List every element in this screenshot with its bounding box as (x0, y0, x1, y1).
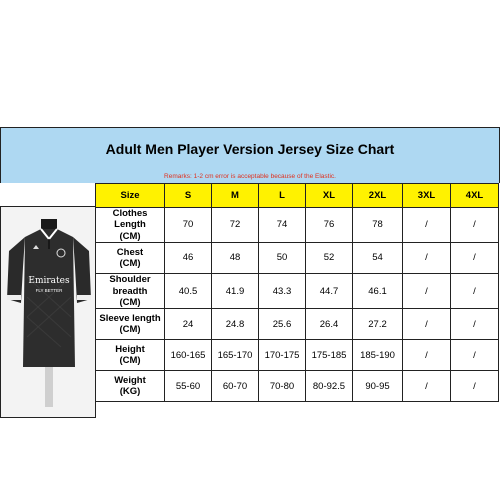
table-cell: 70 (165, 208, 212, 243)
table-row (96, 274, 499, 309)
table-cell: 44.7 (306, 274, 353, 309)
jersey-photo (0, 206, 96, 418)
table-cell: 90-95 (353, 371, 403, 402)
table-cell: 27.2 (353, 309, 403, 340)
size-header-l: L (259, 184, 306, 208)
table-cell: / (403, 309, 451, 340)
table-cell: 50 (259, 243, 306, 274)
table-cell: 185-190 (353, 340, 403, 371)
row-label: Sleeve length (CM) (96, 309, 165, 340)
table-cell: 24.8 (212, 309, 259, 340)
table-row (96, 208, 499, 243)
svg-text:Emirates: Emirates (28, 276, 70, 286)
table-cell: / (451, 309, 499, 340)
table-cell: 41.9 (212, 274, 259, 309)
table-cell: 165-170 (212, 340, 259, 371)
size-header-3xl: 3XL (403, 184, 451, 208)
row-label: Weight (KG) (96, 371, 165, 402)
table-cell: 55-60 (165, 371, 212, 402)
jersey-photo-icon (1, 207, 96, 418)
table-cell: 60-70 (212, 371, 259, 402)
table-row (96, 340, 499, 371)
table-cell: 160-165 (165, 340, 212, 371)
table-cell: 80-92.5 (306, 371, 353, 402)
size-header-4xl: 4XL (451, 184, 499, 208)
table-cell: 26.4 (306, 309, 353, 340)
table-cell: 170-175 (259, 340, 306, 371)
table-cell: 175-185 (306, 340, 353, 371)
size-header-s: S (165, 184, 212, 208)
size-grid (0, 183, 500, 402)
size-chart (0, 127, 500, 402)
row-label: Clothes Length (CM) (96, 208, 165, 243)
table-cell: 74 (259, 208, 306, 243)
table-cell: / (451, 243, 499, 274)
table-cell: / (451, 274, 499, 309)
size-header-label: Size (96, 184, 165, 208)
table-cell: 72 (212, 208, 259, 243)
table-row (96, 309, 499, 340)
header-row (96, 184, 499, 208)
table-row (96, 243, 499, 274)
table-cell: 46 (165, 243, 212, 274)
table-cell: 24 (165, 309, 212, 340)
table-cell: / (451, 208, 499, 243)
table-cell: 25.6 (259, 309, 306, 340)
table-cell: 54 (353, 243, 403, 274)
row-label: Shoulder breadth (CM) (96, 274, 165, 309)
table-cell: 70-80 (259, 371, 306, 402)
row-label: Height (CM) (96, 340, 165, 371)
svg-text:FLY BETTER: FLY BETTER (35, 288, 63, 293)
size-header-xl: XL (306, 184, 353, 208)
chart-title: Adult Men Player Version Jersey Size Chart (0, 127, 500, 169)
size-table (95, 183, 499, 402)
table-cell: 48 (212, 243, 259, 274)
table-cell: / (403, 243, 451, 274)
remarks-note: Remarks: 1-2 cm error is acceptable because of the Elastic. (0, 169, 500, 183)
table-cell: 40.5 (165, 274, 212, 309)
table-cell: / (451, 340, 499, 371)
table-cell: / (403, 340, 451, 371)
size-header-m: M (212, 184, 259, 208)
table-cell: 46.1 (353, 274, 403, 309)
table-cell: 78 (353, 208, 403, 243)
row-label: Chest (CM) (96, 243, 165, 274)
table-cell: / (403, 208, 451, 243)
table-cell: 76 (306, 208, 353, 243)
table-cell: 52 (306, 243, 353, 274)
size-header-2xl: 2XL (353, 184, 403, 208)
table-cell: / (403, 274, 451, 309)
table-cell: / (451, 371, 499, 402)
table-row (96, 371, 499, 402)
table-cell: / (403, 371, 451, 402)
table-cell: 43.3 (259, 274, 306, 309)
